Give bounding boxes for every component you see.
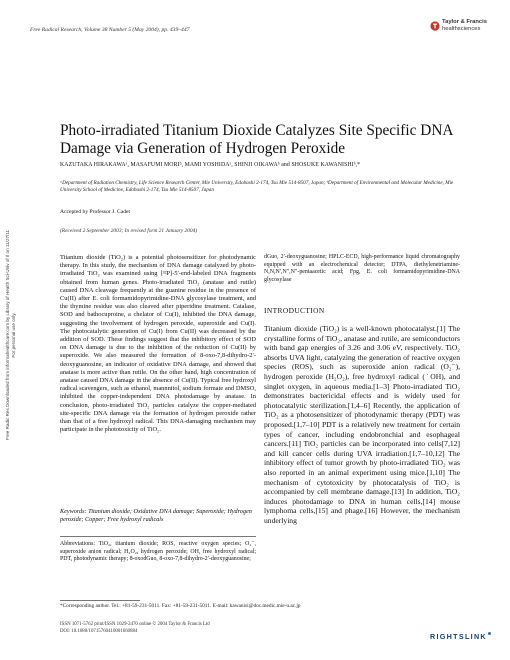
received-dates: (Received 2 September 2003; In revised form 21 January 2004) — [60, 228, 198, 234]
publisher-division: healthsciences — [442, 26, 481, 32]
affiliations: ᵃDepartment of Radiation Chemistry, Life Science Research Center, Mie University, Edobashi 2-174, Tsu Mie 514-8507, Japan; ᵇDepartment of Environmental and Molecular Medicine, Mie University School of Medicine, Edobashi 2-174, Tsu Mie 514-8507, Japan — [60, 180, 454, 193]
abstract-text: Titanium dioxide (TiO₂) is a potential photosensitizer for photodynamic therapy. In this study, the mechanism of DNA damage catalyzed by photo-irradiated TiO₂ was examined using [³²P]-5′-end-labeled DNA fragments obtained from human genes. Photo-irradiated TiO₂ (anatase and rutile) caused DNA cleavage frequently at the guanine residue in the presence of Cu(II) after E. coli formamidopyrimidine-DNA glycosylase treatment, and the thymine residue was also cleaved after piperidine treatment. Catalase, SOD and bathocuproine, a chelator of Cu(I), inhibited the DNA damage, suggesting the involvement of hydrogen peroxide, superoxide and Cu(I). The photocatalytic generation of Cu(I) from Cu(II) was decreased by the addition of SOD. These findings suggest that the inhibitory effect of SOD on DNA damage is due to the inhibition of the reduction of Cu(II) by superoxide. We also measured the formation of 8-oxo-7,8-dihydro-2′-deoxyguanosine, an indicator of oxidative DNA damage, and showed that anatase is more active than rutile. On the other hand, high concentration of anatase caused DNA damage in the absence of Cu(II). Typical free hydroxyl radical scavengers, such as ethanol, mannnitol, sodium formate and DMSO, inhibited the copper-independent DNA photodamage by anatase. In conclusion, photo-irradiated TiO₂ particles catalyze the copper-mediated site-specific DNA damage via the formation of hydrogen peroxide rather than that of a free hydroxyl radical. This DNA-damaging mechanism may participate in the phototoxicity of TiO₂. — [60, 254, 256, 434]
accepted-by: Accepted by Professor J. Cadet — [60, 209, 131, 215]
abbreviations-divider — [60, 536, 256, 537]
taylor-francis-logo — [430, 18, 490, 38]
doi-line: DOI: 10.1080/10715760410001660884 — [60, 628, 138, 634]
keywords: Keywords: Titanium dioxide; Oxidative DNA damage; Superoxide; Hydrogen peroxide; Copper; Free hydroxyl radicals — [60, 508, 252, 523]
issn-line: ISSN 1071-5762 print/ISSN 1029-2470 online © 2004 Taylor & Francis Ltd — [60, 622, 210, 627]
abbreviations-part1: Abbreviations: TiO₂, titanium dioxide; ROS, reactive oxygen species; O₂⁻, superoxide anion radical; H₂O₂, hydrogen peroxide; OH, free hydroxyl radical; PDT, photodynamic therapy; 8-oxodGuo, 8-oxo-7,8-dihydro-2′-deoxyguanosine; — [60, 541, 256, 563]
rightslink-dot-icon — [488, 632, 491, 635]
download-watermark-line2: For personal use only. — [11, 312, 16, 358]
publisher-name: Taylor & Francis — [442, 19, 487, 25]
corresponding-author-footnote: *Corresponding author. Tel.: +81-59-231-5011. Fax: +81-59-231-5011. E-mail: kawanisi@doc.medic.mie-u.ac.jp — [60, 603, 301, 609]
introduction-text: Titanium dioxide (TiO₂) is a well-known photocatalyst.[1] The crystalline forms of TiO₂, anatase and rutile, are semiconductors with band gap energies of 3.26 and 3.06 eV, respectively. TiO₂ absorbs UVA light, catalyzing the generation of reactive oxygen species (ROS), such as superoxide anion radical (O₂⁻), hydrogen peroxide (H₂O₂), free hydroxyl radical (˙OH), and singlet oxygen, in aqueous media.[1–3] Photo-irradiated TiO₂ demonstrates bactericidal effects and is widely used for photocatalytic sterilization.[1,4–6] Recently, the application of TiO₂ as a photosensitizer of photodynamic therapy (PDT) was proposed.[1,7–10] PDT is a relatively new treatment for certain types of cancer, including endobronchial and esophageal cancers.[11] TiO₂ particles can be incorporated into cells[7,12] and kill cancer cells during UVA irradiation.[1,7–10,12] The inhibitory effect of tumor growth by photo-irradiated TiO₂ was also reported in an animal experiment using mice.[1,10] The mechanism of cytotoxicity by photocatalysis of TiO₂ is accompanied by cell membrane damage.[13] In addition, TiO₂ induces photodamage to DNA in human cells,[14] mouse lymphoma cells,[15] and phage.[16] However, the mechanism underlying — [264, 324, 460, 525]
issn-block — [60, 622, 210, 635]
author-list: KAZUTAKA HIRAKAWAᵃ, MASAFUMI MORIᵇ, MAMI YOSHIDAᵃ, SHINJI OIKAWAᵇ and SHOSUKE KAWANISHIᵇ,* — [60, 162, 361, 168]
section-heading-introduction: INTRODUCTION — [264, 306, 325, 315]
download-watermark — [2, 170, 20, 500]
rightslink-logo[interactable] — [430, 632, 491, 641]
publisher-mark-icon — [430, 21, 440, 31]
footnote-divider — [60, 600, 140, 601]
download-watermark-line1: Free Radic Res Downloaded from informahealthcare.com by Library of Health Sci-Univ of Il on 11/27/11 — [5, 229, 10, 441]
article-title: Photo-irradiated Titanium Dioxide Catalyzes Site Specific DNA Damage via Generation of Hydrogen Peroxide — [60, 122, 453, 157]
abbreviations-part2: dGuo, 2′-deoxyguanosine; HPLC-ECD, high-performance liquid chromatography equipped with an electrochemical detector; DTPA, diethylenetriamine-N,N,N′,N″,N″-pentaacetic acid; Fpg, E. coli formamidopyrimidine-DNA glycosylase — [264, 254, 460, 283]
journal-citation: Free Radical Research, Volume 38 Number 5 (May 2004), pp. 439–447 — [30, 27, 190, 33]
rightslink-label: RIGHTSLINK — [430, 632, 487, 641]
